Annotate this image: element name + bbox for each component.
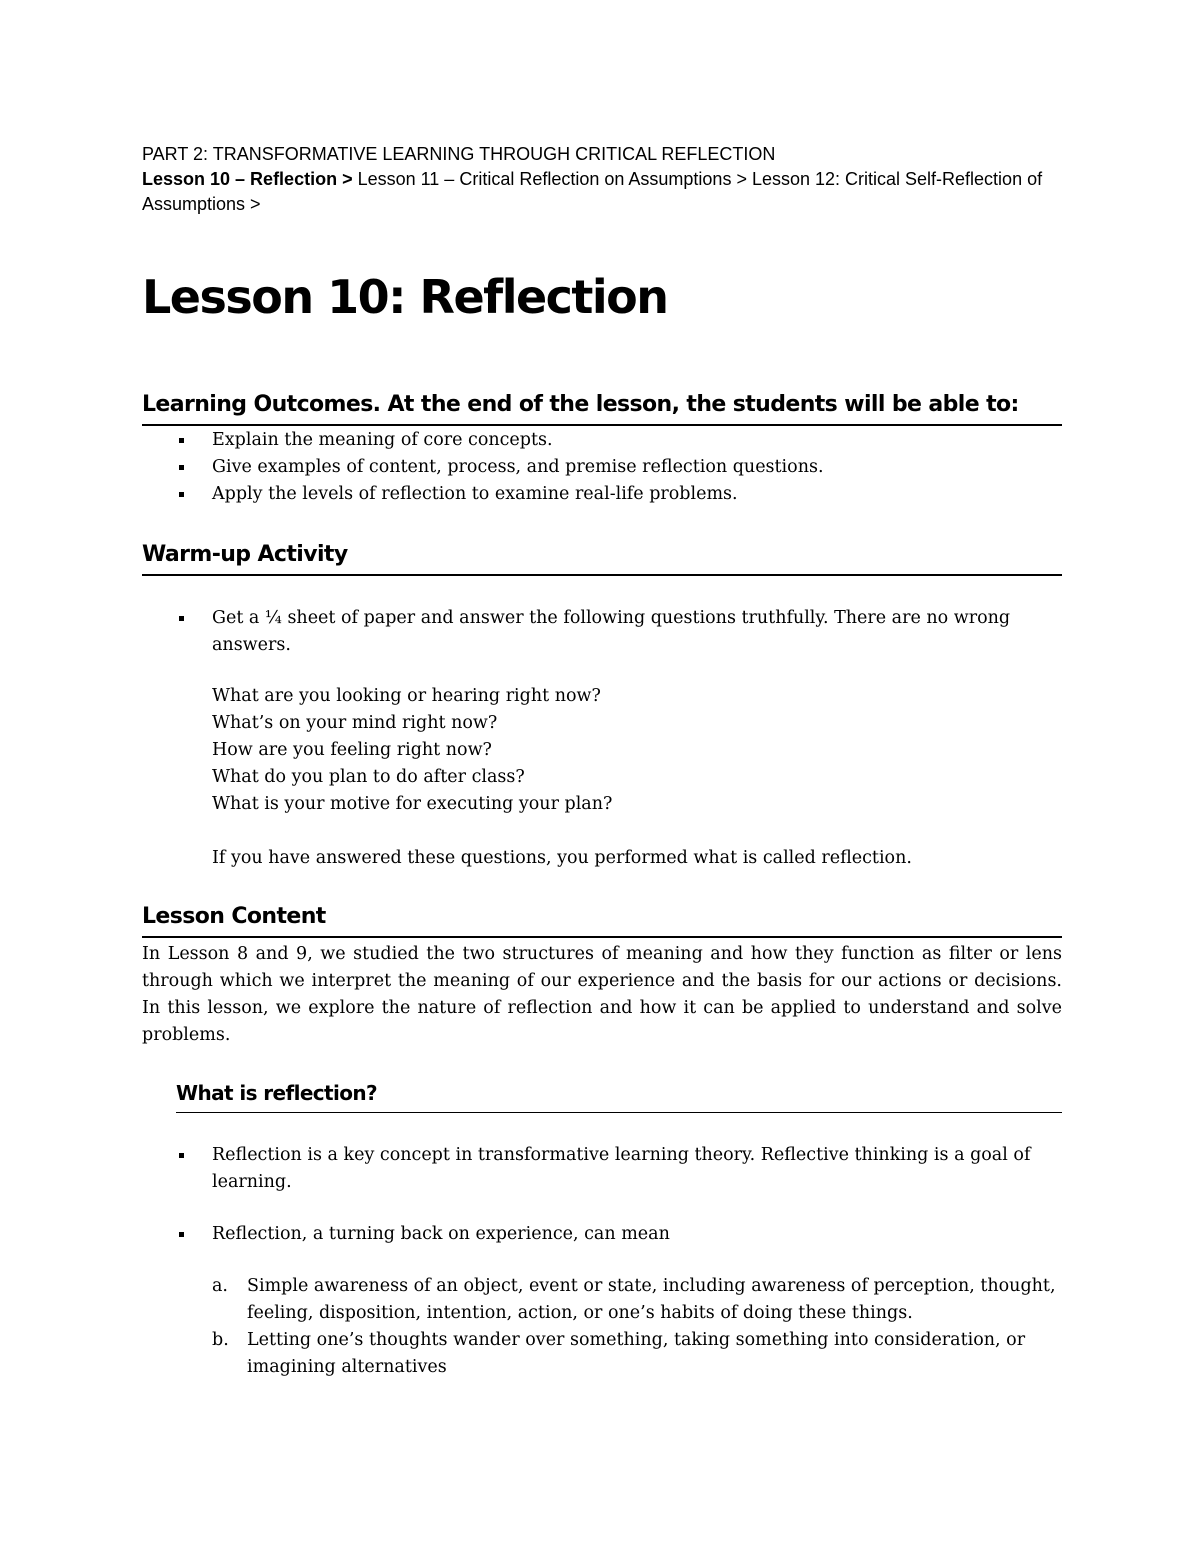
breadcrumb-trail [142, 167, 1062, 217]
lesson-content-heading: Lesson Content [142, 902, 1062, 938]
what-is-reflection-section [142, 1142, 1062, 1381]
learning-outcomes-list [142, 427, 1062, 508]
warmup-question: What do you plan to do after class? [212, 767, 525, 787]
breadcrumb-current-lesson: Lesson 10 – Reflection > [142, 169, 353, 189]
reflection-meaning-item [142, 1327, 1062, 1381]
warmup-instruction: Get a ¼ sheet of paper and answer the following questions truthfully. There are no wrong answers. [142, 605, 1062, 659]
warmup-question: What are you looking or hearing right now? [212, 686, 601, 706]
breadcrumb [142, 142, 1062, 217]
lesson-content-paragraph: In Lesson 8 and 9, we studied the two structures of meaning and how they function as filter or lens through which we interpret the meaning of our experience and the basis for our actions or decisions. In this lesson, we explore the nature of reflection and how it can be applied to understand and solve problems. [142, 944, 1062, 1045]
reflection-meanings-list [142, 1273, 1062, 1381]
what-is-reflection-heading: What is reflection? [176, 1078, 1062, 1113]
page-title: Lesson 10: Reflection [142, 270, 668, 324]
warmup-question: What’s on your mind right now? [212, 713, 498, 733]
outcome-item: Apply the levels of reflection to examine real-life problems. [142, 481, 1062, 508]
list-marker: b. [212, 1330, 229, 1350]
reflection-bullet: Reflection, a turning back on experience, can mean [142, 1221, 1062, 1248]
breadcrumb-part: PART 2: TRANSFORMATIVE LEARNING THROUGH CRITICAL REFLECTION [142, 144, 776, 164]
learning-outcomes-heading: Learning Outcomes. At the end of the lesson, the students will be able to: [142, 390, 1062, 426]
reflection-bullet: Reflection is a key concept in transformative learning theory. Reflective thinking is a goal of learning. [142, 1142, 1062, 1196]
outcome-item: Explain the meaning of core concepts. [142, 427, 1062, 454]
list-marker: a. [212, 1276, 228, 1296]
warmup-question: What is your motive for executing your plan? [212, 794, 613, 814]
outcome-item: Give examples of content, process, and premise reflection questions. [142, 454, 1062, 481]
warmup-heading: Warm-up Activity [142, 540, 1062, 576]
reflection-meaning-item [142, 1273, 1062, 1327]
warmup-conclusion: If you have answered these questions, you performed what is called reflection. [212, 848, 912, 868]
warmup-questions [142, 683, 1062, 818]
reflection-meaning-text: Simple awareness of an object, event or state, including awareness of perception, thought, feeling, disposition, intention, action, or one’s habits of doing these things. [247, 1276, 1056, 1323]
warmup-section [142, 605, 1062, 872]
reflection-meaning-text: Letting one’s thoughts wander over something, taking something into consideration, or imagining alternatives [247, 1330, 1026, 1377]
warmup-question: How are you feeling right now? [212, 740, 492, 760]
breadcrumb-other-lessons: Lesson 11 – Critical Reflection on Assumptions > Lesson 12: Critical Self-Reflection of Assumptions > [142, 169, 1043, 214]
